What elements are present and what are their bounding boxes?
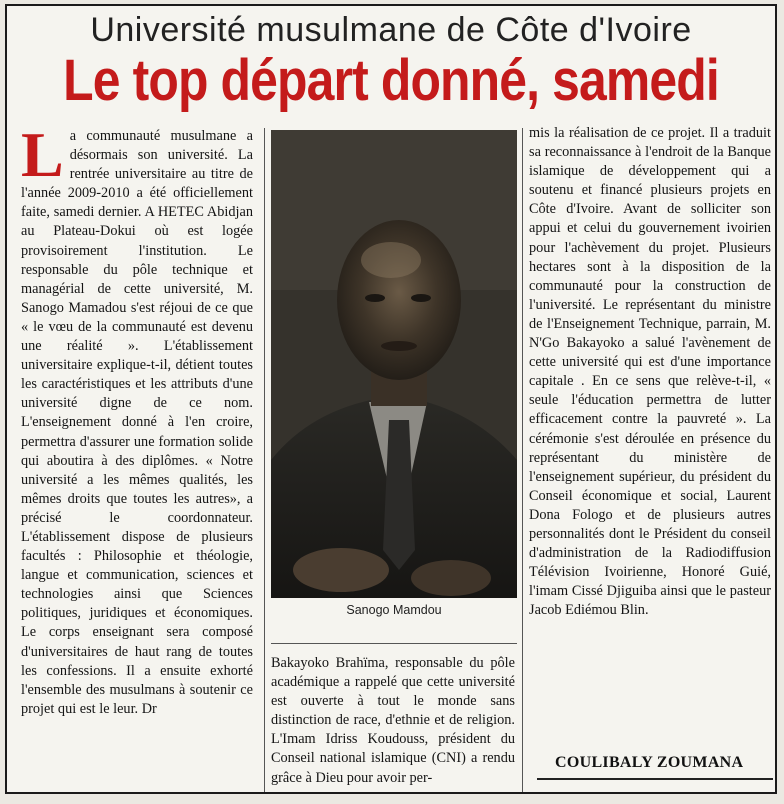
- headline: Le top départ donné, samedi: [63, 48, 719, 113]
- article-column-2: [271, 654, 515, 788]
- column-3-text: mis la réalisation de ce projet. Il a traduit sa reconnaissance à l'endroit de la Banque islamique de développement qui a soutenu et financé plusieurs projets en Côte d'Ivoire. Avant de solliciter son appui et celui du gouvernement ivoirien pour l'achèvement du projet. Plusieurs hectares sont à la disposition de la communauté pour la construction de l'université. Le représentant du ministre de l'Enseignement Technique, parrain, M. N'Go Bakayoko a salué l'avènement de cette université qui est d'une importance capitale . En ce sens que relève-t-il, « seule l'éducation permettra de lutter efficacement contre la pauvreté ». La cérémonie s'est déroulée en présence du représentant du ministère de l'enseignement supérieur, du président du Conseil économique et social, Laurent Dona Fologo et de plusieurs autres personnalités dont le Président du conseil d'administration de la Radiodiffusion Télévision Ivoirienne, Honoré Guié, l'imam Cissé Djiguiba ainsi que le pasteur Jacob Ediémou Blin.: [529, 125, 771, 619]
- caption-divider: [271, 643, 517, 644]
- portrait-illustration: [271, 130, 517, 598]
- column-divider-right: [522, 128, 523, 792]
- column-2-text: Bakayoko Brahïma, responsable du pôle académique a rappelé que cette université est ouverte à tout le monde sans distinction de race, d'ethnie et de religion. L'Imam Idriss Koudouss, président du Conseil national islamique (CNI) a rendu grâce à Dieu pour avoir per-: [271, 655, 515, 786]
- author-byline: COULIBALY ZOUMANA: [555, 754, 744, 771]
- newspaper-clipping: [5, 4, 777, 794]
- column-1-text: a communauté musulmane a désormais son université. La rentrée universitaire au titre de l'année 2009-2010 a été officiellement faite, samedi dernier. A HETEC Abidjan au Plateau-Dokui où est logée provisoirement l'institution. Le responsable du pôle technique et managérial de cette université, M. Sanogo Mamadou s'est réjoui de ce que « le vœu de la communauté est devenu une réalité ». L'établissement universitaire explique-t-il, détient toutes les caractéristiques et les attributs d'une université digne de ce nom. L'enseignement donné à l'en croire, permettra d'assurer une formation solide qui aboutira à des diplômes. « Notre université a les mêmes qualités, les mêmes droits que toutes les autres», a précisé le coordonnateur. L'établissement dispose de plusieurs facultés : Philosophie et théologie, langue et communication, sciences et technologies ainsi que Sciences politiques, juridiques et économiques. Le corps enseignant sera composé d'universitaires de haut rang de toutes les confessions. Il a ensuite exhorté l'ensemble des musulmans à soutenir ce projet qui est le leur. Dr: [21, 128, 253, 717]
- byline-underline: [537, 778, 773, 780]
- portrait-photo: [271, 130, 517, 598]
- article-column-3: [529, 124, 771, 620]
- column-divider-left: [264, 128, 265, 792]
- photo-caption: Sanogo Mamdou: [346, 603, 442, 617]
- article-column-1: [21, 119, 253, 719]
- kicker-title: Université musulmane de Côte d'Ivoire: [90, 11, 692, 49]
- drop-cap: L: [21, 119, 64, 190]
